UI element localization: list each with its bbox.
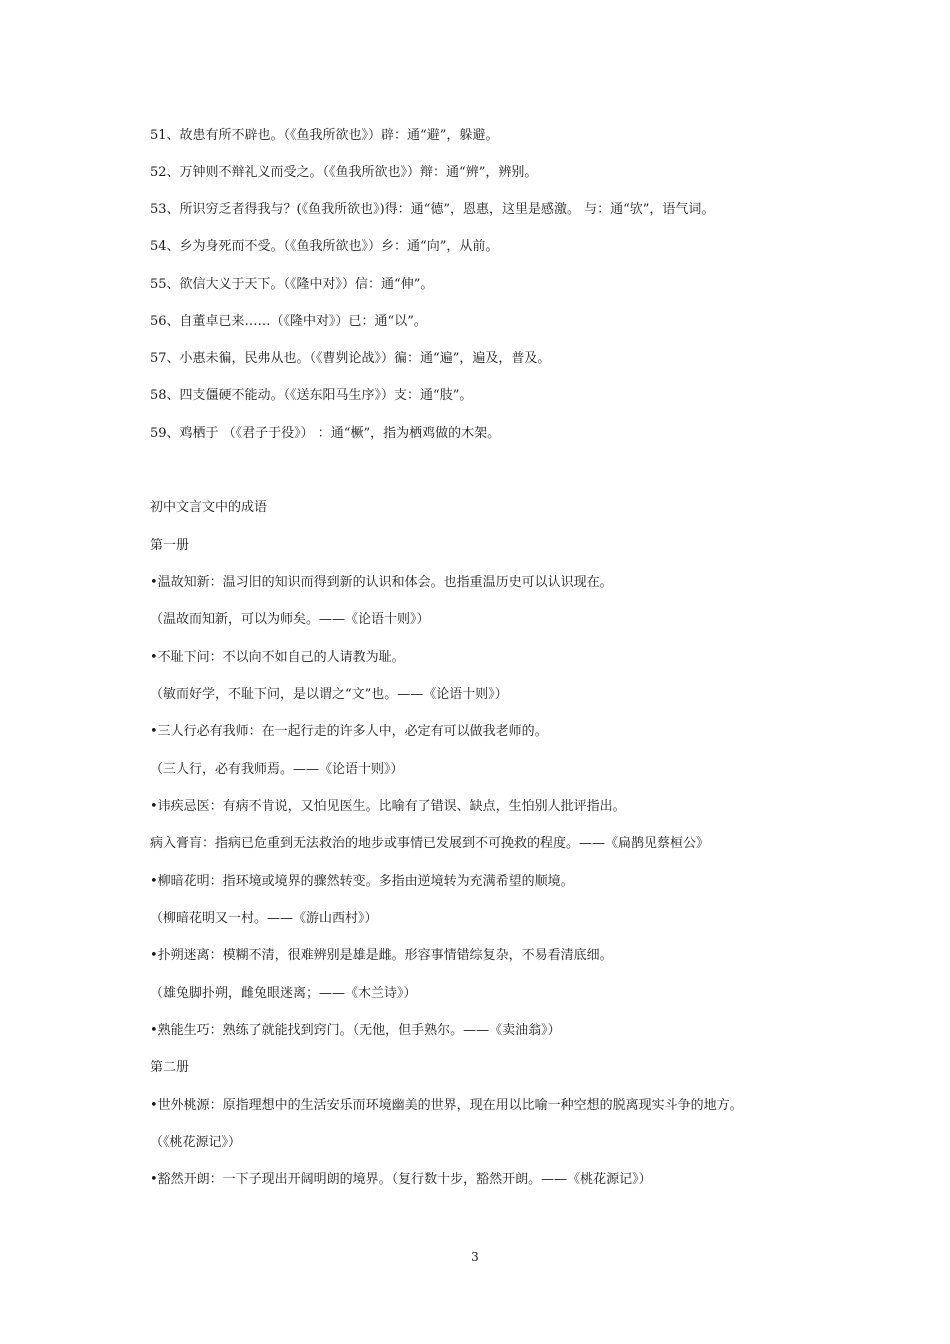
- note-54: 54、乡为身死而不受。（《鱼我所欲也》）乡：通“向”，从前。: [150, 239, 499, 254]
- note-52: 52、万钟则不辩礼义而受之。（《鱼我所欲也》）辩：通“辨”，辨别。: [150, 165, 538, 180]
- idiom-line: •熟能生巧：熟练了就能找到窍门。（无他，但手熟尔。——《卖油翁》）: [150, 1023, 561, 1038]
- idiom-line: •三人行必有我师：在一起行走的许多人中，必定有可以做我老师的。: [150, 724, 548, 739]
- idiom-line: •不耻下问：不以向不如自己的人请教为耻。: [150, 650, 405, 665]
- idiom-line: •讳疾忌医：有病不肯说，又怕见医生。比喻有了错误、缺点，生怕别人批评指出。: [150, 799, 626, 814]
- idiom-source-line: （三人行，必有我师焉。——《论语十则》）: [150, 762, 404, 777]
- idiom-line: •扑朔迷离：模糊不清，很难辨别是雄是雌。形容事情错综复杂，不易看清底细。: [150, 948, 613, 963]
- idiom-line: 病入膏肓：指病已危重到无法救治的地步或事情已发展到不可挽救的程度。——《扁鹊见蔡桓公》: [150, 836, 710, 851]
- page-number: 3: [471, 1250, 479, 1264]
- idiom-source-line: （雄兔脚扑朔，雌兔眼迷离；——《木兰诗》）: [150, 986, 417, 1001]
- book1-heading: 第一册: [150, 538, 190, 553]
- idiom-line: •豁然开朗：一下子现出开阔明朗的境界。（复行数十步，豁然开朗。——《桃花源记》）: [150, 1172, 652, 1187]
- idiom-line: •柳暗花明：指环境或境界的骤然转变。多指由逆境转为充满希望的顺境。: [150, 874, 574, 889]
- note-51: 51、故患有所不辟也。（《鱼我所欲也》）辟：通“避”，躲避。: [150, 128, 499, 143]
- idiom-source-line: （敏而好学，不耻下问，是以谓之“文”也。——《论语十则》）: [150, 687, 508, 702]
- idiom-source-line: （温故而知新，可以为师矣。——《论语十则》）: [150, 612, 430, 627]
- idiom-source-line: （柳暗花明又一村。——《游山西村》）: [150, 911, 378, 926]
- section-title: 初中文言文中的成语: [150, 500, 268, 515]
- note-53: 53、所识穷乏者得我与？(《鱼我所欲也》)得：通“德”，恩惠，这里是感激。 与：通“欤”，语气词。: [150, 202, 715, 217]
- idiom-line: •温故知新：温习旧的知识而得到新的认识和体会。也指重温历史可以认识现在。: [150, 575, 613, 590]
- note-59: 59、鸡栖于 （《君子于役》） ：通“橛”，指为栖鸡做的木架。: [150, 426, 501, 441]
- idiom-line: •世外桃源：原指理想中的生活安乐而环境幽美的世界，现在用以比喻一种空想的脱离现实斗争的地方。: [150, 1098, 743, 1113]
- note-57: 57、小惠未徧，民弗从也。（《曹刿论战》）徧：通“遍”，遍及，普及。: [150, 351, 551, 366]
- book2-heading: 第二册: [150, 1060, 190, 1075]
- idiom-source-line: （《桃花源记》）: [150, 1135, 242, 1150]
- note-58: 58、四支僵硬不能动。（《送东阳马生序》）支：通“肢”。: [150, 388, 473, 403]
- note-55: 55、欲信大义于天下。（《隆中对》）信：通“伸”。: [150, 277, 434, 292]
- note-56: 56、自董卓已来……（《隆中对》）已：通“以”。: [150, 314, 427, 329]
